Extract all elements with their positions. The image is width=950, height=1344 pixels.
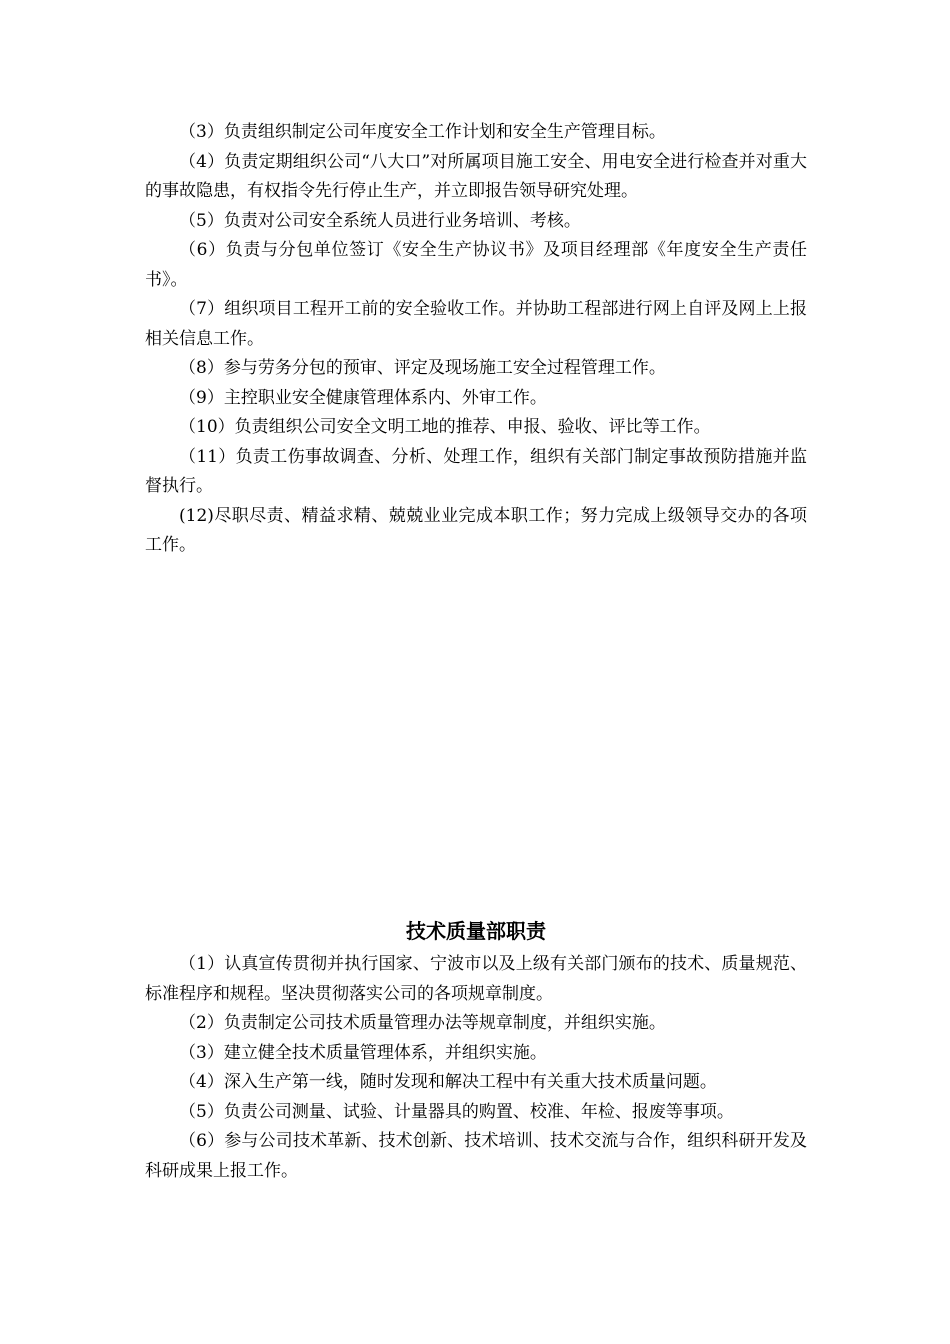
tq-item-2: （2）负责制定公司技术质量管理办法等规章制度，并组织实施。 — [179, 1013, 666, 1033]
tq-item-6: （6）参与公司技术革新、技术创新、技术培训、技术交流与合作，组织科研开发及科研成果上报工作。 — [145, 1131, 807, 1181]
duty-item-7: （7）组织项目工程开工前的安全验收工作。并协助工程部进行网上自评及网上上报相关信息工作。 — [145, 299, 807, 349]
section-title: 技术质量部职责 — [406, 919, 546, 943]
duty-item-10: （10）负责组织公司安全文明工地的推荐、申报、验收、评比等工作。 — [179, 417, 711, 437]
duty-item-6: （6）负责与分包单位签订《安全生产协议书》及项目经理部《年度安全生产责任书》。 — [145, 240, 807, 290]
duty-item-12: (12)尽职尽责、精益求精、兢兢业业完成本职工作；努力完成上级领导交办的各项工作。 — [145, 505, 807, 555]
duty-item-11: （11）负责工伤事故调查、分析、处理工作，组织有关部门制定事故预防措施并监督执行。 — [145, 446, 807, 496]
duty-item-8: （8）参与劳务分包的预审、评定及现场施工安全过程管理工作。 — [179, 358, 666, 378]
duty-item-3: （3）负责组织制定公司年度安全工作计划和安全生产管理目标。 — [179, 122, 666, 142]
safety-duties-section — [145, 118, 807, 561]
tq-item-4: （4）深入生产第一线，随时发现和解决工程中有关重大技术质量问题。 — [179, 1072, 717, 1092]
tq-item-5: （5）负责公司测量、试验、计量器具的购置、校准、年检、报废等事项。 — [179, 1101, 734, 1122]
tq-item-1: （1）认真宣传贯彻并执行国家、宁波市以及上级有关部门颁布的技术、质量规范、标准程序和规程。坚决贯彻落实公司的各项规章制度。 — [145, 954, 807, 1004]
tech-quality-duties-section — [145, 914, 807, 1186]
duty-item-4: （4）负责定期组织公司“八大口”对所属项目施工安全、用电安全进行检查并对重大的事故隐患，有权指令先行停止生产，并立即报告领导研究处理。 — [145, 151, 807, 201]
duty-item-5: （5）负责对公司安全系统人员进行业务培训、考核。 — [179, 210, 581, 231]
duty-item-9: （9）主控职业安全健康管理体系内、外审工作。 — [179, 387, 547, 408]
tq-item-3: （3）建立健全技术质量管理体系，并组织实施。 — [179, 1042, 547, 1063]
